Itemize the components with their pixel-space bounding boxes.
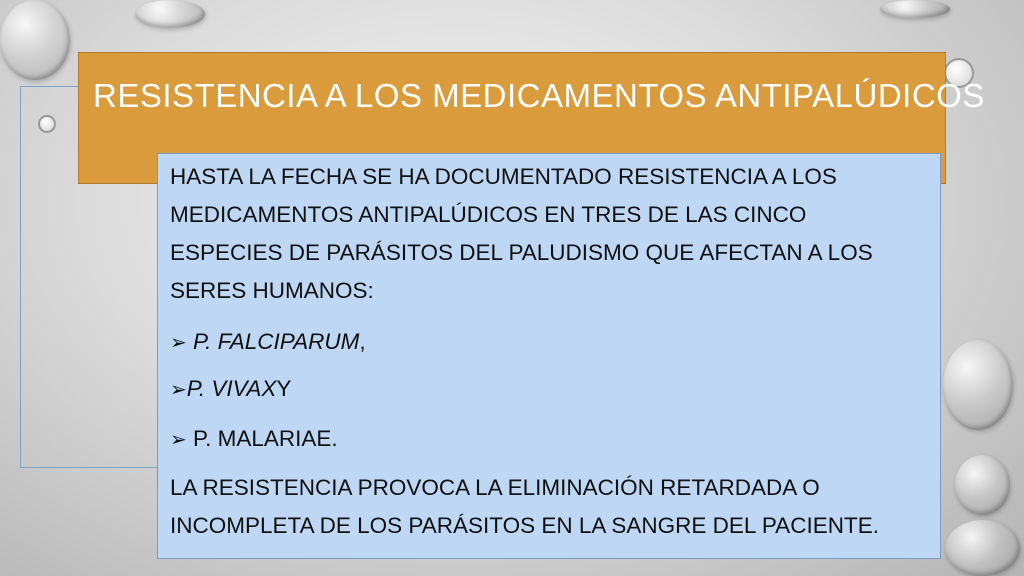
water-drop-decoration — [943, 340, 1013, 430]
water-drop-decoration — [955, 455, 1010, 515]
bullet-item — [170, 323, 366, 362]
arrow-bullet-icon: ➢ — [170, 379, 187, 401]
bullet-item — [170, 420, 338, 459]
bullet-suffix: , — [359, 329, 366, 354]
intro-line: SERES HUMANOS: — [170, 278, 374, 303]
intro-line: ESPECIES DE PARÁSITOS DEL PALUDISMO QUE AFECTAN A LOS — [170, 240, 873, 265]
bullet-suffix: Y — [276, 376, 292, 401]
conclusion-line: LA RESISTENCIA PROVOCA LA ELIMINACIÓN RETARDADA O — [170, 475, 820, 500]
bullet-item — [170, 370, 291, 409]
water-drop-decoration — [135, 0, 205, 28]
bullet-species-name: P. MALARIAE. — [193, 426, 338, 451]
intro-line: HASTA LA FECHA SE HA DOCUMENTADO RESISTENCIA A LOS — [170, 164, 837, 189]
bullet-species-name: P. FALCIPARUM — [193, 329, 360, 354]
content-box — [157, 153, 941, 559]
conclusion-line: INCOMPLETA DE LOS PARÁSITOS EN LA SANGRE DEL PACIENTE. — [170, 513, 879, 538]
water-drop-decoration — [945, 520, 1020, 576]
bullet-species-name: P. VIVAX — [186, 376, 277, 401]
slide-title: RESISTENCIA A LOS MEDICAMENTOS ANTIPALÚDICOS — [93, 77, 985, 114]
intro-line: MEDICAMENTOS ANTIPALÚDICOS EN TRES DE LAS CINCO — [170, 202, 807, 227]
arrow-bullet-icon: ➢ — [170, 429, 187, 451]
arrow-bullet-icon: ➢ — [170, 332, 187, 354]
water-drop-decoration — [880, 0, 950, 18]
water-drop-decoration — [0, 0, 70, 80]
